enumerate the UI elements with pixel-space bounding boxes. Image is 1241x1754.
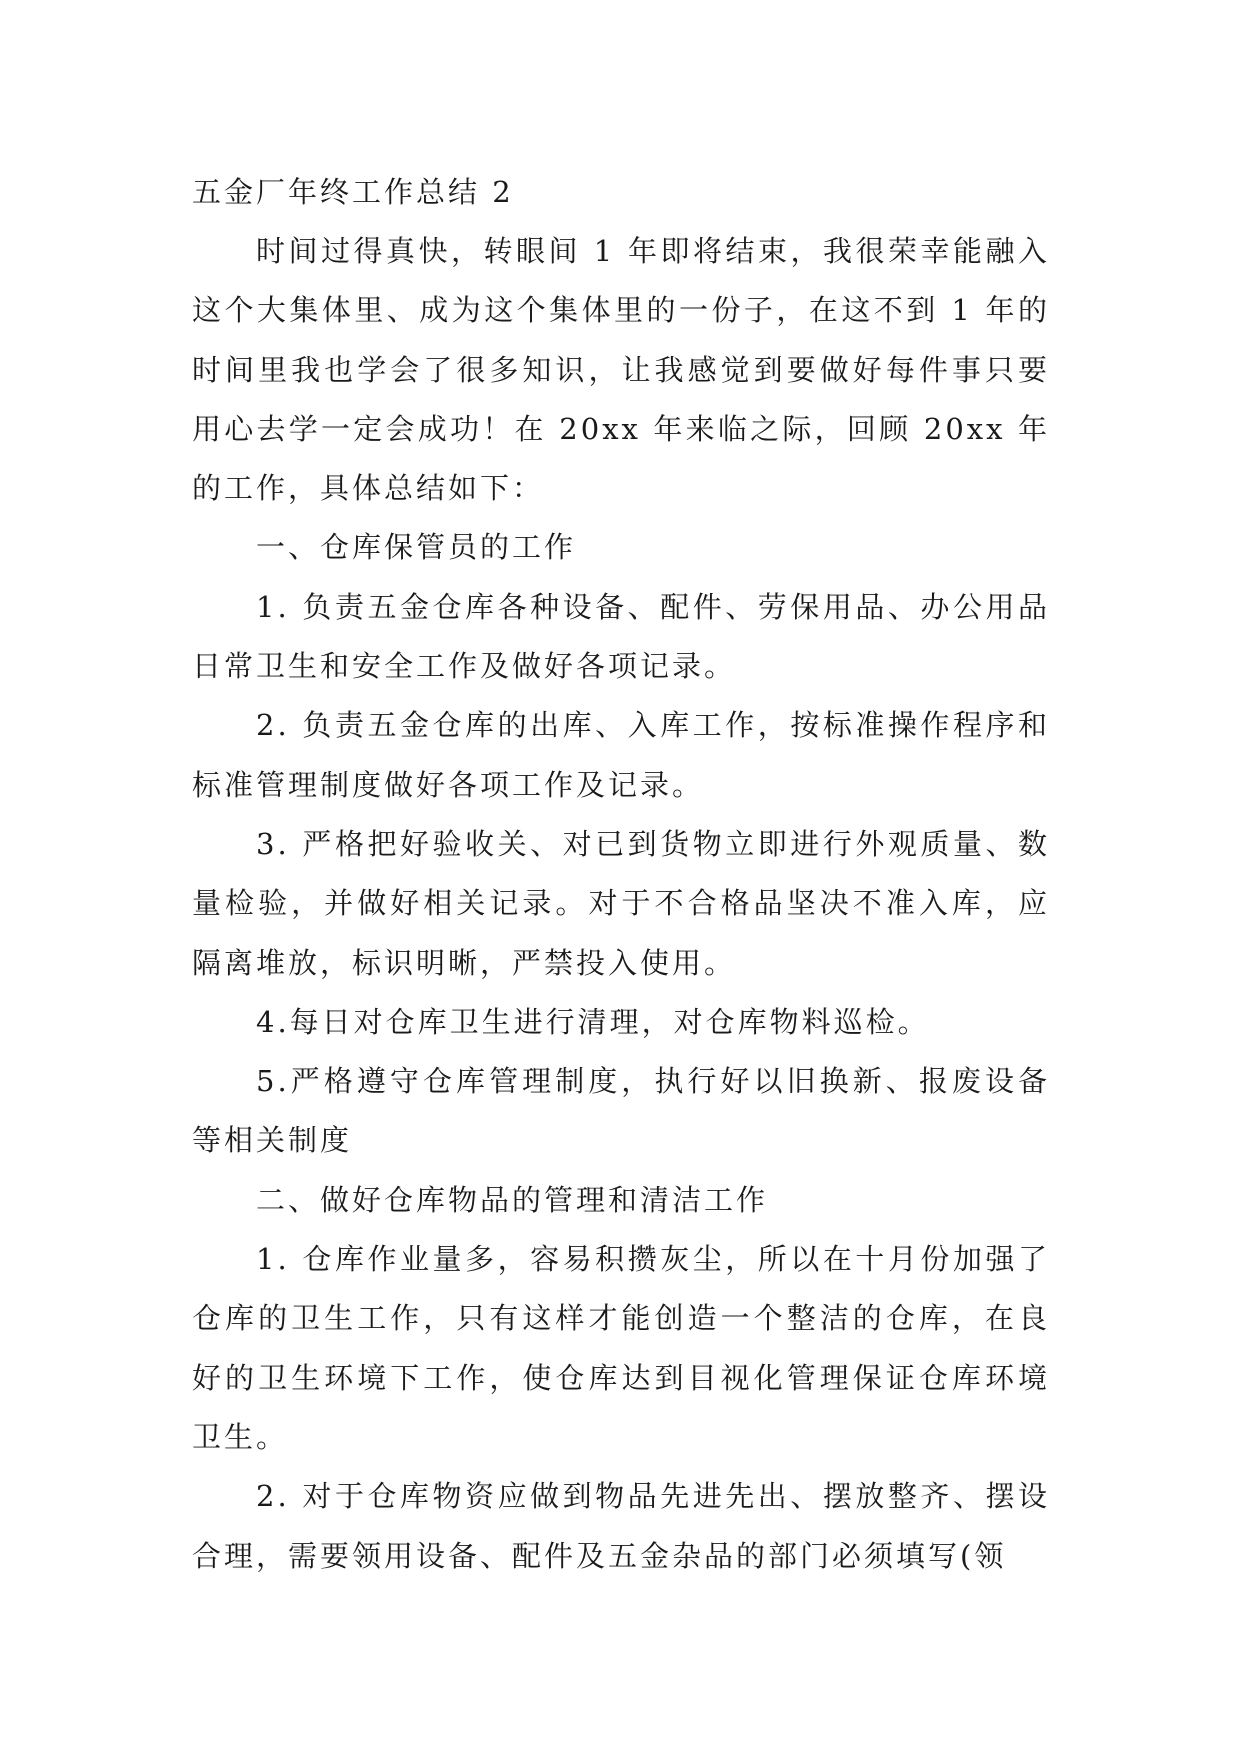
list-item: 5.严格遵守仓库管理制度，执行好以旧换新、报废设备等相关制度 (192, 1064, 1050, 1158)
list-item: 2. 对于仓库物资应做到物品先进先出、摆放整齐、摆设合理，需要领用设备、配件及五金杂品的部门必须填写(领 (192, 1479, 1050, 1573)
section-heading-2: 二、做好仓库物品的管理和清洁工作 (256, 1182, 769, 1217)
intro-paragraph: 时间过得真快，转眼间 1 年即将结束，我很荣幸能融入这个大集体里、成为这个集体里的一份子，在这不到 1 年的时间里我也学会了很多知识，让我感觉到要做好每件事只要用心去学一定会成功！在 20xx 年来临之际，回顾 20xx 年的工作，具体总结如下： (192, 234, 1050, 506)
list-item: 4.每日对仓库卫生进行清理，对仓库物料巡检。 (256, 1004, 930, 1039)
document-title: 五金厂年终工作总结 2 (192, 175, 514, 209)
list-item: 1. 负责五金仓库各种设备、配件、劳保用品、办公用品日常卫生和安全工作及做好各项记录。 (192, 589, 1050, 684)
section-heading-1: 一、仓库保管员的工作 (256, 530, 577, 565)
list-item: 1. 仓库作业量多，容易积攒灰尘，所以在十月份加强了仓库的卫生工作，只有这样才能创造一个整洁的仓库，在良好的卫生环境下工作，使仓库达到目视化管理保证仓库环境卫生。 (192, 1242, 1050, 1454)
document-body (192, 162, 1050, 1586)
list-item: 2. 负责五金仓库的出库、入库工作，按标准操作程序和标准管理制度做好各项工作及记录。 (192, 708, 1050, 802)
list-item: 3. 严格把好验收关、对已到货物立即进行外观质量、数量检验，并做好相关记录。对于不合格品坚决不准入库，应隔离堆放，标识明晰，严禁投入使用。 (192, 826, 1050, 980)
